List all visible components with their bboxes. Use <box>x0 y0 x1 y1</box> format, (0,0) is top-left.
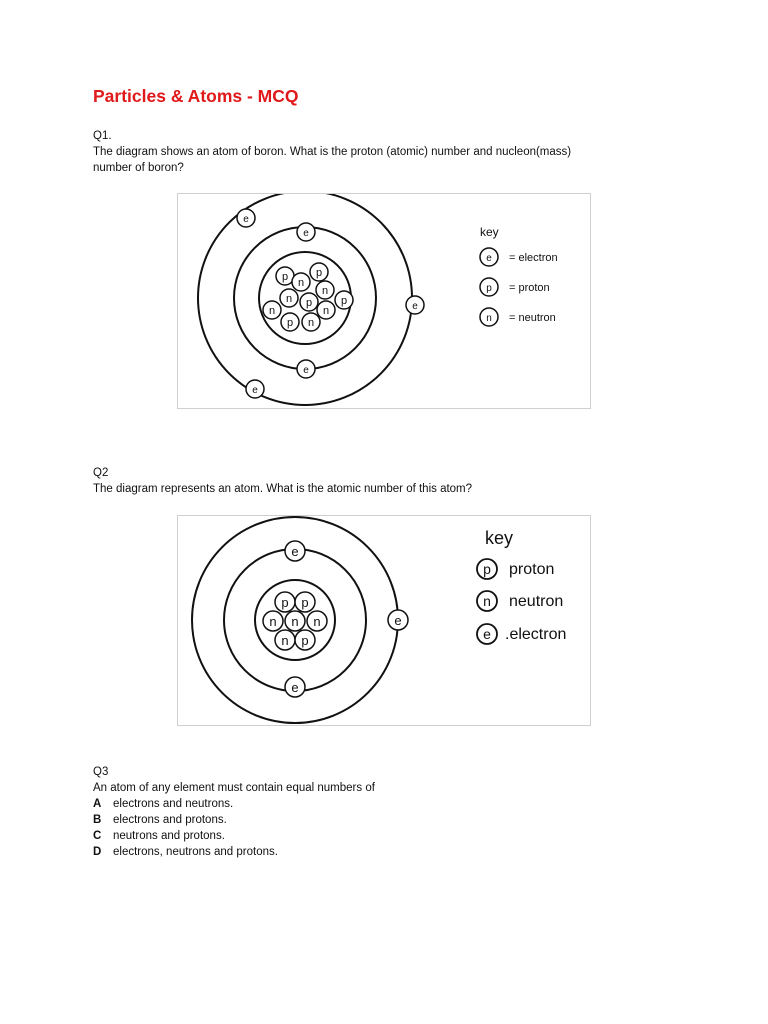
svg-text:p: p <box>301 633 309 648</box>
option-letter: A <box>93 798 102 810</box>
q1-electron <box>246 380 264 398</box>
svg-text:e: e <box>252 385 258 396</box>
q1-text-line2: number of boron? <box>93 162 184 174</box>
svg-text:e: e <box>291 544 299 559</box>
svg-text:e: e <box>243 214 249 225</box>
q1-key <box>480 225 558 326</box>
svg-text:n: n <box>291 614 299 629</box>
svg-text:n: n <box>297 277 305 289</box>
q1-key-electron: = electron <box>509 252 558 264</box>
q2-key-neutron: neutron <box>509 593 564 610</box>
q2-proton <box>295 630 315 650</box>
svg-text:n: n <box>285 293 293 305</box>
option-letter: D <box>93 846 102 858</box>
svg-text:e: e <box>394 613 402 628</box>
svg-text:e: e <box>303 228 309 239</box>
option-text: electrons and neutrons. <box>113 798 234 810</box>
option-letter: C <box>93 830 102 842</box>
q3-text: An atom of any element must contain equal numbers of <box>93 782 375 794</box>
svg-text:p: p <box>340 295 348 307</box>
q2-key <box>477 528 566 644</box>
q1-key-neutron: = neutron <box>509 312 556 324</box>
q3-option-a <box>93 796 233 812</box>
q2-electron <box>285 677 305 697</box>
page-title: Particles & Atoms - MCQ <box>93 86 299 106</box>
q3-option-d <box>93 844 278 860</box>
svg-text:p: p <box>286 317 294 329</box>
q1-label: Q1. <box>93 130 112 142</box>
svg-text:e: e <box>291 680 299 695</box>
option-text: electrons and protons. <box>113 814 227 826</box>
q2-label: Q2 <box>93 467 109 479</box>
q2-text: The diagram represents an atom. What is the atomic number of this atom? <box>93 483 473 495</box>
q2-neutron <box>263 611 283 631</box>
q2-neutron <box>275 630 295 650</box>
q1-electron <box>297 360 315 378</box>
svg-text:n: n <box>281 633 289 648</box>
q1-proton <box>281 313 299 331</box>
q3-label: Q3 <box>93 766 109 778</box>
svg-text:p: p <box>315 267 323 279</box>
q1-neutron <box>317 301 335 319</box>
svg-text:e: e <box>412 301 418 312</box>
q1-atom-svg <box>178 194 590 408</box>
q2-electron <box>285 541 305 561</box>
svg-text:p: p <box>281 595 289 610</box>
svg-text:n: n <box>268 305 276 317</box>
q1-neutron <box>316 281 334 299</box>
q2-key-proton: proton <box>509 561 555 578</box>
svg-text:p: p <box>483 561 491 577</box>
q2-atom-svg <box>178 516 590 725</box>
q1-proton <box>300 293 318 311</box>
q1-proton <box>310 263 328 281</box>
q1-neutron <box>292 273 310 291</box>
q1-key-proton: = proton <box>509 282 550 294</box>
q3-option-c <box>93 828 225 844</box>
q1-electron <box>297 223 315 241</box>
q1-neutron <box>263 301 281 319</box>
svg-text:p: p <box>301 595 309 610</box>
q2-proton <box>275 592 295 612</box>
q2-key-electron: .electron <box>505 626 567 643</box>
q1-electron <box>406 296 424 314</box>
svg-text:p: p <box>305 297 313 309</box>
option-text: neutrons and protons. <box>113 830 225 842</box>
q1-neutron <box>302 313 320 331</box>
svg-text:n: n <box>307 317 315 329</box>
svg-text:n: n <box>486 313 492 324</box>
svg-text:e: e <box>303 365 309 376</box>
option-letter: B <box>93 814 102 826</box>
svg-text:n: n <box>313 614 321 629</box>
q1-proton <box>335 291 353 309</box>
q1-boron-atom-diagram <box>177 193 591 409</box>
q2-key-title: key <box>485 528 514 548</box>
svg-text:e: e <box>486 253 492 264</box>
q1-text-line1: The diagram shows an atom of boron. What is the proton (atomic) number and nucleon(mass) <box>93 146 572 158</box>
q2-neutron <box>307 611 327 631</box>
svg-text:e: e <box>483 626 491 642</box>
q2-atom-diagram <box>177 515 591 726</box>
svg-text:n: n <box>269 614 277 629</box>
q1-electron <box>237 209 255 227</box>
q1-neutron <box>280 289 298 307</box>
svg-text:p: p <box>486 283 492 294</box>
svg-text:p: p <box>281 271 289 283</box>
option-text: electrons, neutrons and protons. <box>113 846 278 858</box>
q2-electron <box>388 610 408 630</box>
q1-key-title: key <box>480 225 499 239</box>
q2-proton <box>295 592 315 612</box>
svg-text:n: n <box>321 285 329 297</box>
q3-option-b <box>93 812 227 828</box>
svg-text:n: n <box>483 593 491 609</box>
svg-text:n: n <box>322 305 330 317</box>
q2-neutron <box>285 611 305 631</box>
